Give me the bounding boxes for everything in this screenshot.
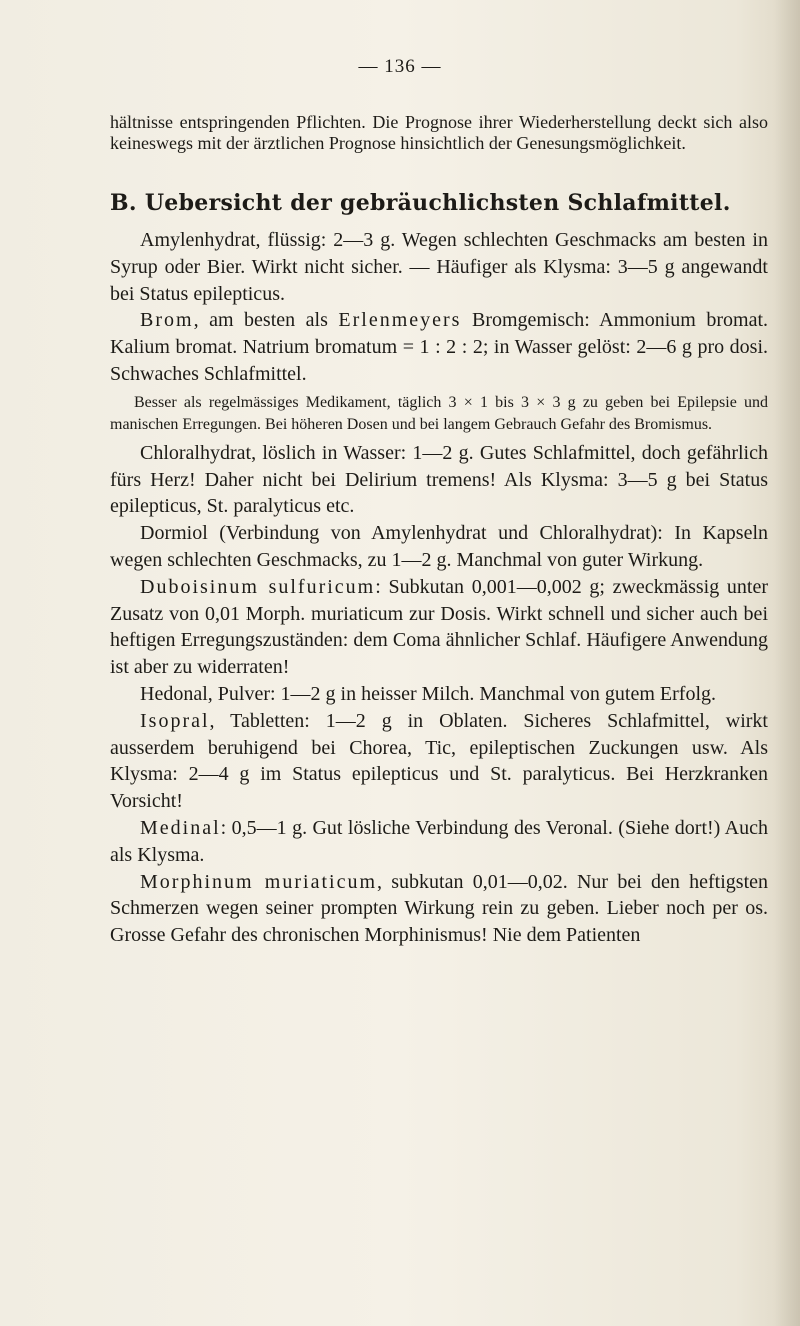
page-edge-shadow xyxy=(774,0,800,1326)
entry-amylenhydrat: Amylenhydrat, flüssig: 2—3 g. Wegen schlechten Geschmacks am besten in Syrup oder Bier. Wirkt nicht sicher. — Häufiger als Klysma: 3—5 g angewandt bei Status epilepticus. xyxy=(110,229,768,305)
page-number: — 136 — xyxy=(358,56,442,77)
entry-name-erlenmeyer: Erlenmeyers xyxy=(338,309,462,332)
entry-name: Dormiol xyxy=(140,522,208,545)
intro-paragraph: hältnisse entspringenden Pflichten. Die Prognose ihrer Wiederherstellung deckt sich also keineswegs mit der ärztlichen Prognose hinsichtlich der Genesungsmöglichkeit. xyxy=(110,112,768,153)
entry-hedonal: Hedonal, Pulver: 1—2 g in heisser Milch. Manchmal von gutem Erfolg. xyxy=(140,682,717,705)
page-body xyxy=(110,112,768,949)
entry-name: Medinal xyxy=(140,816,221,839)
entry-chloralhydrat: Chloralhydrat, löslich in Wasser: 1—2 g. Gutes Schlafmittel, doch gefährlich fürs Herz! Daher nicht bei Delirium tremens! Als Klysma: 3—5 g bei Status epilepticus, St. paralyticus etc. xyxy=(110,441,768,518)
entry-brom: Brom, am besten als Erlenmeyers Bromgemisch: Ammonium bromat. Kalium bromat. Natrium bromatum = 1 : 2 : 2; in Wasser gelöst: 2—6 g pro dosi. Schwaches Schlafmittel. xyxy=(110,309,769,385)
brom-note: Besser als regelmässiges Medikament, täglich 3 × 1 bis 3 × 3 g zu geben bei Epilepsie und manischen Erregungen. Bei höheren Dosen und bei langem Gebrauch Gefahr des Bromismus. xyxy=(110,393,768,433)
section-heading: B. Uebersicht der gebräuchlichsten Schlafmittel. xyxy=(110,190,731,216)
entry-name: Isopral xyxy=(140,709,210,732)
entry-morphinum: Morphinum muriaticum, subkutan 0,01—0,02. Nur bei den heftigsten Schmerzen wegen seiner prompten Wirkung rein zu geben. Lieber noch per os. Grosse Gefahr des chronischen Morphinismus! Nie dem Patienten xyxy=(110,870,769,947)
entry-name: Brom xyxy=(140,309,194,332)
entry-name: Duboisinum sulfuricum xyxy=(140,575,376,598)
entry-duboisinum: Duboisinum sulfuricum: Subkutan 0,001—0,002 g; zweckmässig unter Zusatz von 0,01 Morph. muriaticum zur Dosis. Wirkt schnell und sicher auch bei heftigen Erregungszuständen: dem Coma ähnlicher Schlaf. Häufigere Anwendung ist aber zu widerraten! xyxy=(110,575,769,679)
entry-name: Amylenhydrat xyxy=(140,229,256,251)
entry-name: Chloralhydrat xyxy=(140,441,252,464)
entry-dormiol: Dormiol (Verbindung von Amylenhydrat und Chloralhydrat): In Kapseln wegen schlechten Geschmacks, zu 1—2 g. Manchmal von guter Wirkung. xyxy=(110,522,768,571)
entry-isopral: Isopral, Tabletten: 1—2 g in Oblaten. Sicheres Schlafmittel, wirkt ausserdem beruhigend bei Chorea, Tic, epileptischen Zuckungen usw. Als Klysma: 2—4 g im Status epilepticus und St. paralyticus. Bei Herzkranken Vorsicht! xyxy=(110,709,768,813)
entry-name: Morphinum muriaticum xyxy=(140,870,378,893)
entry-name: Hedonal xyxy=(140,682,208,705)
entry-medinal: Medinal: 0,5—1 g. Gut lösliche Verbindung des Veronal. (Siehe dort!) Auch als Klysma. xyxy=(110,816,768,866)
